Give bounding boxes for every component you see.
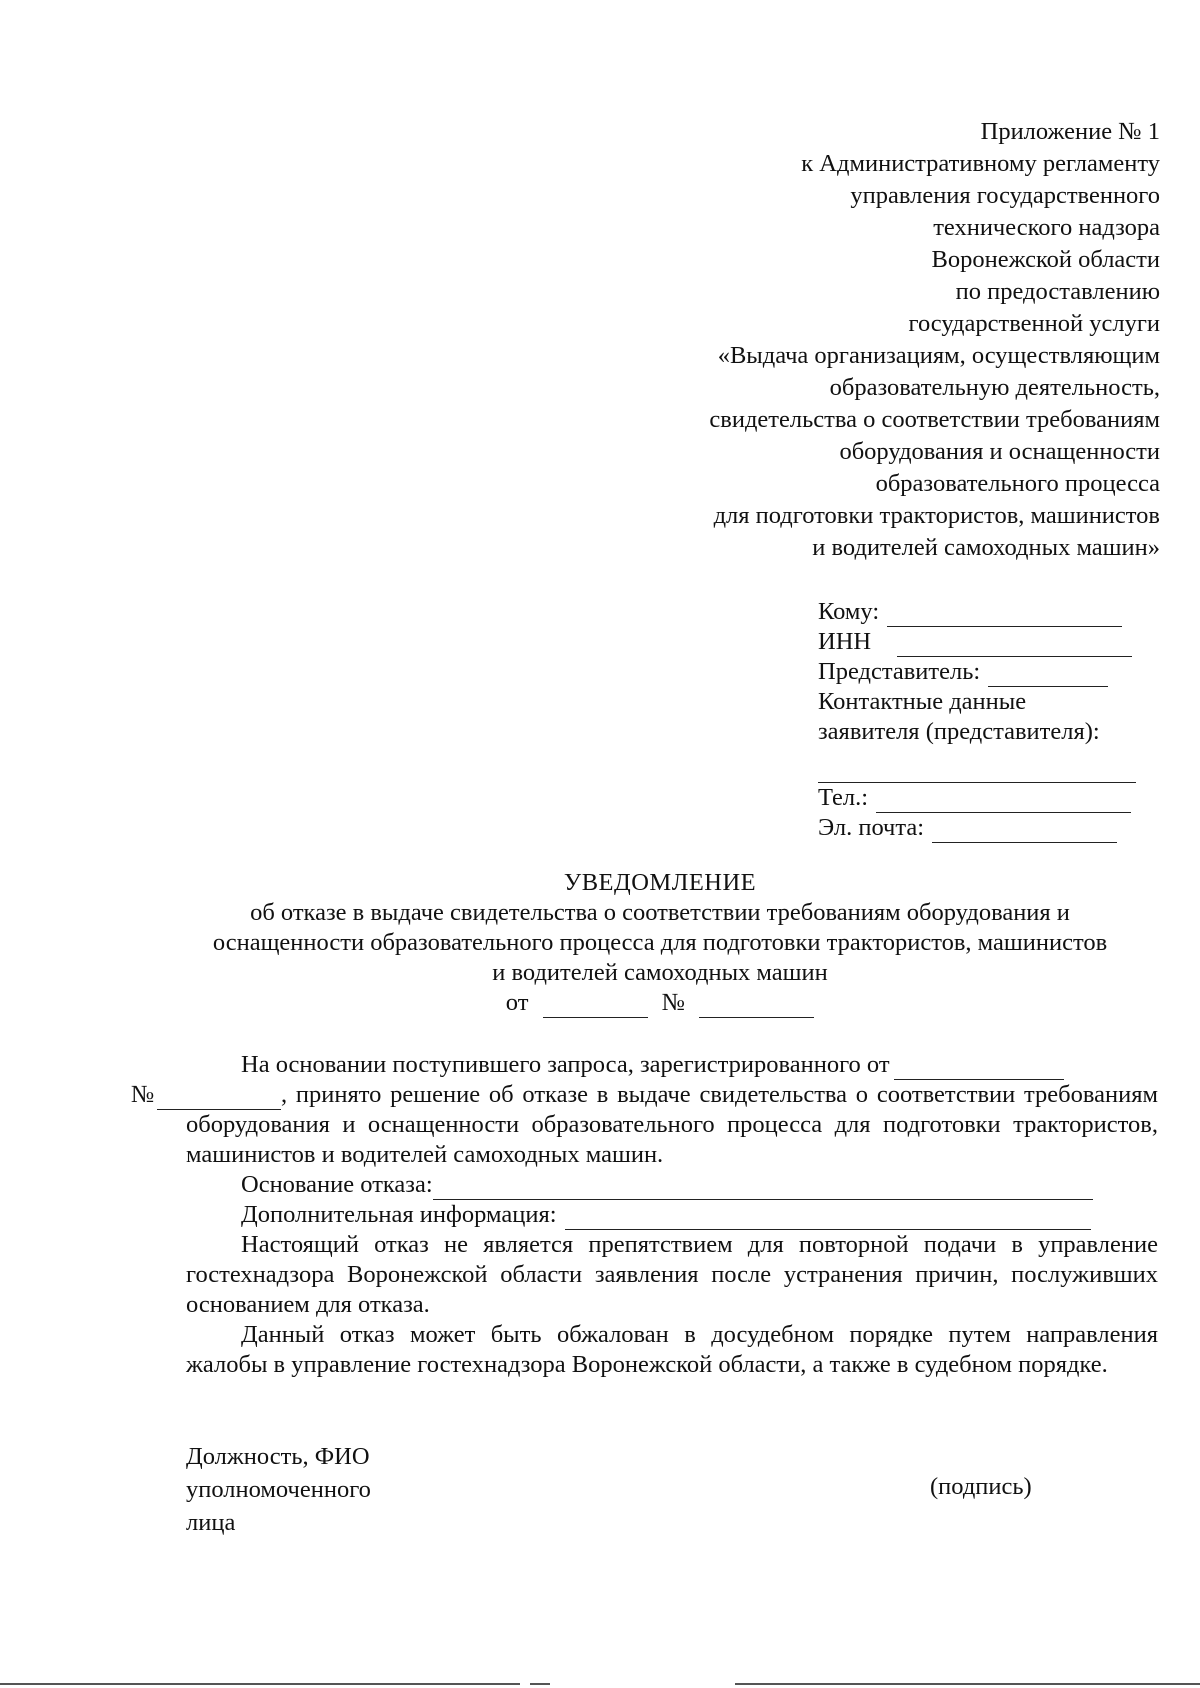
to-label: Кому: <box>818 598 880 625</box>
scan-edge-divider <box>0 1683 1200 1686</box>
contacts-label-line1: Контактные данные <box>818 688 1027 715</box>
representative-label: Представитель: <box>818 658 981 685</box>
appendix-line: образовательную деятельность, <box>829 374 1160 401</box>
request-number-field[interactable] <box>157 1087 281 1110</box>
from-label: от <box>505 989 529 1016</box>
appendix-line: государственной услуги <box>908 310 1160 337</box>
email-label: Эл. почта: <box>818 814 925 841</box>
decision-paragraph <box>131 1050 1158 1170</box>
signatory-line: лица <box>186 1509 236 1536</box>
contacts-row-1 <box>818 687 1138 717</box>
request-date-field[interactable] <box>894 1057 1064 1080</box>
number-field[interactable] <box>699 995 814 1018</box>
additional-info-row <box>186 1200 1158 1230</box>
appendix-line: для подготовки трактористов, машинистов <box>713 502 1160 529</box>
additional-info-field[interactable] <box>565 1207 1091 1230</box>
repeat-application-paragraph: Настоящий отказ не является препятствием для повторной подачи в управление гостехнадзора Воронежской области заявления после устранения причин, послуживших основанием для отказа. <box>186 1231 1158 1318</box>
decision-intro: На основании поступившего запроса, зарегистрированного от <box>241 1051 890 1078</box>
appendix-line: Приложение № 1 <box>980 118 1160 145</box>
phone-row <box>818 783 1138 813</box>
decision-text: , принято решение об отказе в выдаче свидетельства о соответствии требованиям оборудования и оснащенности образовательного процесса для подготовки трактористов, машинистов и водителей самоходных машин. <box>186 1081 1158 1168</box>
signatory-block <box>186 1440 371 1539</box>
contacts-row-2 <box>818 717 1138 747</box>
signature-label: (подпись) <box>930 1473 1032 1500</box>
additional-info-label: Дополнительная информация: <box>241 1201 557 1228</box>
representative-row <box>818 657 1138 687</box>
appendix-line: управления государственного <box>850 182 1160 209</box>
notice-subtitle-line: оснащенности образовательного процесса для подготовки трактористов, машинистов <box>212 929 1108 956</box>
addressee-block <box>818 597 1138 843</box>
appendix-line: к Административному регламенту <box>801 150 1160 177</box>
reason-row <box>186 1170 1158 1200</box>
appendix-header <box>520 116 1160 564</box>
inn-field[interactable] <box>897 634 1132 657</box>
appendix-line: и водителей самоходных машин» <box>812 534 1160 561</box>
notice-body <box>131 1050 1158 1380</box>
appeal-paragraph: Данный отказ может быть обжалован в досудебном порядке путем направления жалобы в управление гостехнадзора Воронежской области, а также в судебном порядке. <box>186 1321 1158 1378</box>
to-row <box>818 597 1138 627</box>
inn-label: ИНН <box>818 628 872 655</box>
appendix-line: «Выдача организациям, осуществляющим <box>717 342 1160 369</box>
request-number-label: № <box>131 1081 158 1108</box>
appendix-line: свидетельства о соответствии требованиям <box>709 406 1160 433</box>
notice-subtitle-line: и водителей самоходных машин <box>492 959 828 986</box>
date-field[interactable] <box>543 995 648 1018</box>
inn-row <box>818 627 1138 657</box>
contacts-line-row <box>818 747 1138 783</box>
signatory-line: Должность, ФИО <box>186 1443 370 1470</box>
appendix-line: оборудования и оснащенности <box>839 438 1160 465</box>
representative-field[interactable] <box>988 664 1108 687</box>
contacts-field[interactable] <box>818 760 1136 783</box>
notice-subtitle-line: об отказе в выдаче свидетельства о соответствии требованиям оборудования и <box>250 899 1070 926</box>
appendix-line: по предоставлению <box>955 278 1160 305</box>
phone-field[interactable] <box>876 790 1131 813</box>
reason-field[interactable] <box>433 1177 1093 1200</box>
contacts-label-line2: заявителя (представителя): <box>818 718 1100 745</box>
to-field[interactable] <box>887 604 1122 627</box>
appendix-line: Воронежской области <box>931 246 1160 273</box>
email-field[interactable] <box>932 820 1117 843</box>
date-number-row <box>160 988 1160 1018</box>
phone-label: Тел.: <box>818 784 869 811</box>
notice-heading: УВЕДОМЛЕНИЕ <box>563 869 757 896</box>
appendix-line: технического надзора <box>933 214 1160 241</box>
notice-title-block <box>160 868 1160 1018</box>
number-label: № <box>661 989 686 1016</box>
reason-label: Основание отказа: <box>241 1171 433 1198</box>
signatory-line: уполномоченного <box>186 1476 371 1503</box>
email-row <box>818 813 1138 843</box>
appendix-line: образовательного процесса <box>875 470 1160 497</box>
